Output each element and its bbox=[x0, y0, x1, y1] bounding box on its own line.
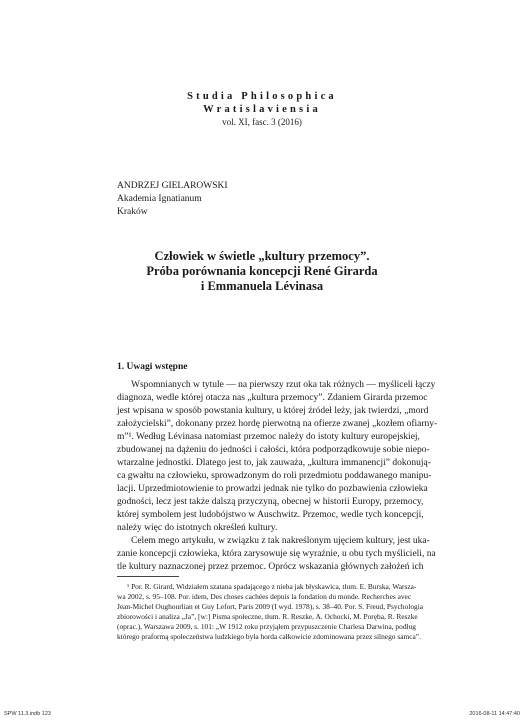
body-line: zanie koncepcji człowieka, która zarysowuje się wyraźnie, u obu tych myślicieli, na bbox=[117, 549, 436, 559]
footnote-line: zbiorowości i analiza „Ja”, [w:] Pisma społeczne, tłum. R. Reszke, A. Ochocki, M. Poręba, R. Reszke bbox=[117, 612, 418, 621]
body-line: jest wpisana w sposób powstania kultury, u której źródeł leży, jak twierdzi, „mord bbox=[117, 406, 429, 416]
author-city: Kraków bbox=[117, 207, 148, 217]
footnote-line: którego praformą społeczeństwa ludzkiego była horda całkowicie zdominowana przez silnego samca”. bbox=[117, 632, 421, 641]
body-line: ca gwałtu na człowieku, sprowadzonym do roli przedmiotu poddawanego manipu- bbox=[117, 471, 432, 481]
footnote-rule bbox=[117, 576, 179, 577]
body-line: lacji. Uprzedmiotowienie to prowadzi jednak nie tylko do pozbawienia człowieka bbox=[117, 484, 428, 494]
body-line: tle kultury naznaczonej przez przemoc. Oprócz wskazania głównych założeń ich bbox=[117, 562, 424, 572]
body-line: zbudowanej na dążeniu do jedności i całości, która podporządkowuje sobie niepo- bbox=[117, 445, 430, 455]
body-line: diagnoza, wedle której otacza nas „kultura przemocy”. Zdaniem Girarda przemoc bbox=[117, 393, 428, 403]
footnote-line: wa 2002, s. 95–108. Por. idem, Des choses cachées depuis la fondation du monde. Recherches avec bbox=[117, 592, 412, 601]
author-affiliation: Akademia Ignatianum bbox=[117, 194, 202, 204]
footer-timestamp: 2016-08-11 14:47:40 bbox=[469, 711, 520, 717]
footnote-line: Jean-Michel Oughourlian et Guy Lefort, Paris 2009 (I wyd. 1978), s. 38–40. Por. S. Freud, Psychologia bbox=[117, 602, 424, 611]
body-line: godności, lecz jest także dalszą przyczyną, obecnej w historii Europy, przemocy, bbox=[117, 497, 424, 507]
body-line: której symbolem jest ludobójstwo w Auschwitz. Przemoc, wedle tych koncepcji, bbox=[117, 510, 424, 520]
journal-name-line2: Wratislaviensia bbox=[203, 104, 321, 115]
footnote-line: (oprac.), Warszawa 2009, s. 101: „W 1912 roku przyjąłem przypuszczenie Charlesa Darwina, podług bbox=[117, 622, 416, 631]
article-title-line-1: Człowiek w świetle „kultury przemocy”. bbox=[154, 249, 370, 263]
footer-file-info: SPW 11.3.indb 123 bbox=[4, 711, 51, 717]
section-heading: 1. Uwagi wstępne bbox=[117, 362, 188, 372]
body-line: należy więc do istotnych określeń kultury. bbox=[117, 523, 278, 533]
body-line: założycielski”, dokonany przez hordę pierwotną na ofierze zwanej „kozłem ofiarny- bbox=[117, 419, 438, 429]
body-line: wtarzalne jednostki. Dlatego jest to, jak zauważa, „kultura immanencji” dokonują- bbox=[117, 458, 431, 468]
article-title-line-2: Próba porównania koncepcji René Girarda bbox=[146, 264, 378, 278]
body-line: m”¹. Według Lévinasa natomiast przemoc należy do istoty kultury europejskiej, bbox=[117, 432, 420, 442]
journal-name: Studia Philosophica bbox=[187, 91, 337, 102]
body-line: Wspomnianych w tytule — na pierwszy rzut oka tak różnych — myśliceli łączy bbox=[131, 380, 436, 390]
author-name: ANDRZEJ GIELAROWSKI bbox=[117, 181, 228, 191]
body-line: Celem mego artykułu, w związku z tak nakreślonym ujęciem kultury, jest uka- bbox=[131, 536, 430, 546]
footnote-line: ¹ Por. R. Girard, Widziałem szatana spadającego z nieba jak błyskawica, tłum. E. Burska, Warsza- bbox=[127, 582, 417, 591]
article-title-line-3: i Emmanuela Lévinasa bbox=[200, 279, 324, 293]
volume-info: vol. XI, fasc. 3 (2016) bbox=[222, 117, 302, 127]
